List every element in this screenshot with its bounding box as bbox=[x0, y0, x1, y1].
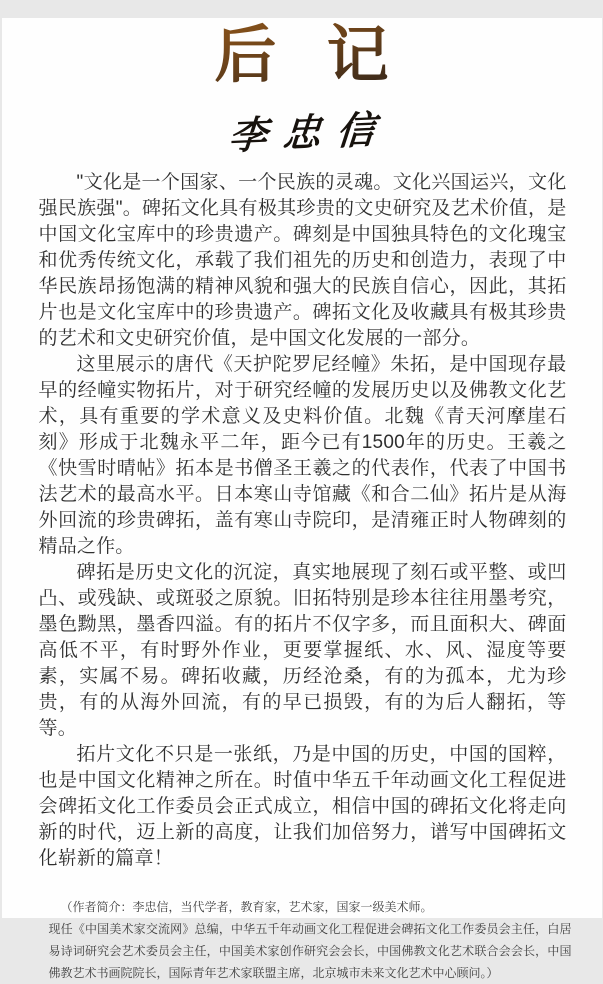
author-bio-footnote bbox=[2, 896, 602, 984]
paragraph-closing-vision: 拓片文化不只是一张纸，乃是中国的历史，中国的国粹，也是中国文化精神之所在。时值中华五千年动画文化工程促进会碑拓文化工作委员会正式成立，相信中国的碑拓文化将走向新的时代，迈上新的高度，让我们加倍努力，谱写中国碑拓文化崭新的篇章！ bbox=[38, 743, 567, 869]
footnote-author-titles: 现任《中国美术家交流网》总编，中华五千年动画文化工程促进会碑拓文化工作委员会主任，白居易诗词研究会艺术委员会主任，中国美术家创作研究会会长，中国佛教文化艺术联合会会长，中国佛教艺术书画院院长，国际青年艺术家联盟主席，北京城市未来文化艺术中心顾问。） bbox=[48, 921, 572, 980]
page-title: 后 记 bbox=[2, 18, 602, 96]
book-afterword-page bbox=[2, 18, 602, 980]
paragraph-exhibited-rubbings: 这里展示的唐代《天护陀罗尼经幢》朱拓，是中国现存最早的经幢实物拓片，对于研究经幢的发展历史以及佛教文化艺术，具有重要的学术意义及史料价值。北魏《青天河摩崖石刻》形成于北魏永平二年，距今已有1500年的历史。王羲之《快雪时晴帖》拓本是书僧圣王羲之的代表作，代表了中国书法艺术的最高水平。日本寒山寺馆藏《和合二仙》拓片是从海外回流的珍贵碑拓，盖有寒山寺院印，是清雍正时人物碑刻的精品之作。 bbox=[38, 353, 567, 557]
paragraph-culture-soul: "文化是一个国家、一个民族的灵魂。文化兴国运兴，文化强民族强"。碑拓文化具有极其珍贵的文史研究及艺术价值，是中国文化宝库中的珍贵遗产。碑刻是中国独具特色的文化瑰宝和优秀传统文化，承载了我们祖先的历史和创造力，表现了中华民族昂扬饱满的精神风貌和强大的民族自信心，因此，其拓片也是文化宝库中的珍贵遗产。碑拓文化及收藏具有极其珍贵的艺术和文史研究价值，是中国文化发展的一部分。 bbox=[38, 171, 567, 349]
footnote-author-intro: （作者简介：李忠信，当代学者，教育家，艺术家，国家一级美术师。 bbox=[60, 899, 433, 914]
body-text bbox=[2, 170, 602, 872]
author-signature: 李忠信 bbox=[226, 105, 392, 158]
paragraph-rubbing-craft: 碑拓是历史文化的沉淀，真实地展现了刻石或平整、或凹凸、或残缺、或斑驳之原貌。旧拓特别是珍本往往用墨考究，墨色黝黑，墨香四溢。有的拓片不仅字多，而且面积大、碑面高低不平，有时野外作业，更要掌握纸、水、风、湿度等要素，实属不易。碑拓收藏，历经沧桑，有的为孤本，尤为珍贵，有的从海外回流，有的早已损毁，有的为后人翻拓，等等。 bbox=[38, 561, 567, 739]
